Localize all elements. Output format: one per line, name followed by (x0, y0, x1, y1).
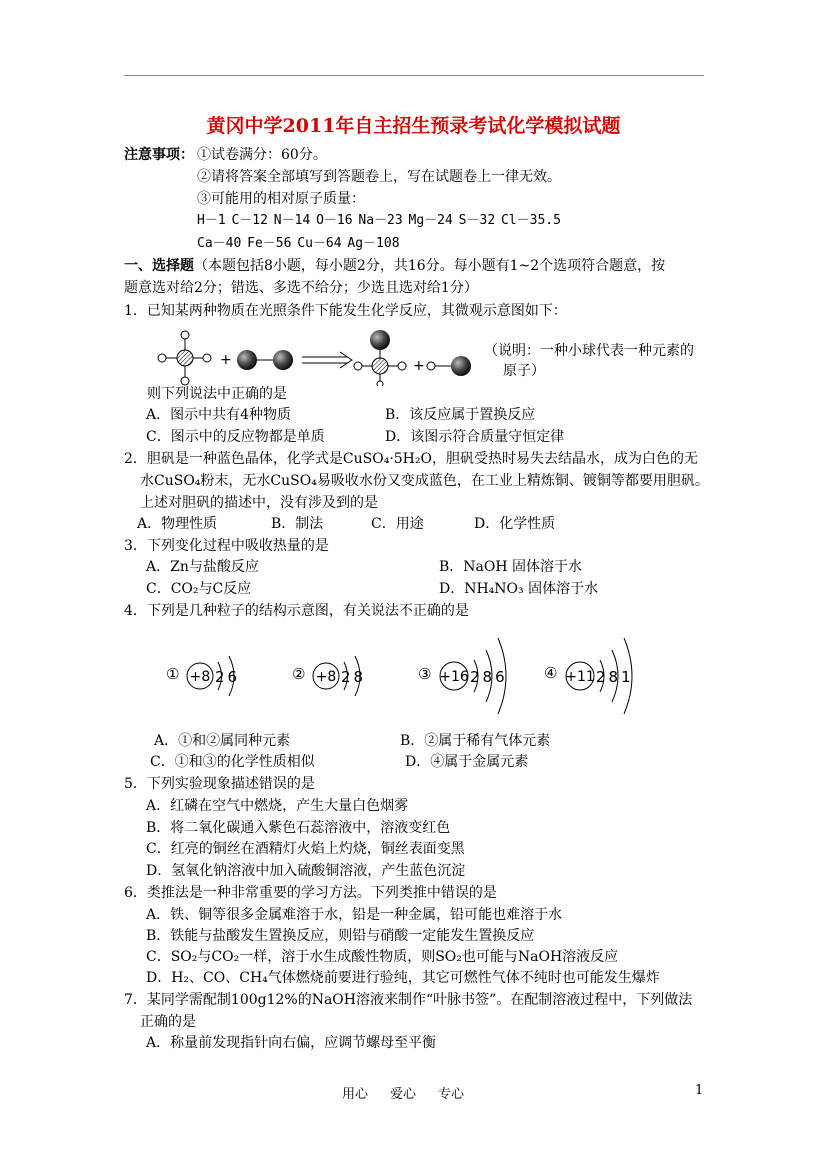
svg-text:+: + (220, 352, 232, 368)
atom-4-shells: 281 (596, 668, 634, 686)
q5-option-b: B．将二氧化碳通入紫色石蕊溶液中，溶液变红色 (146, 820, 451, 836)
q3-option-d: D．NH₄NO₃ 固体溶于水 (439, 581, 599, 597)
atom-4-nucleus: +11 (565, 669, 595, 685)
atom-diagram-1 (160, 642, 250, 712)
atom-diagram-4 (540, 630, 652, 724)
reaction-arrow (302, 352, 352, 368)
atom-diagram-2 (286, 642, 376, 712)
q1-note-2: 原子） (503, 363, 545, 379)
q3-option-a: A．Zn与盐酸反应 (146, 559, 259, 575)
q6-stem: 6．类推法是一种非常重要的学习方法。下列类推中错误的是 (124, 885, 497, 901)
q4-option-a: A．①和②属同种元素 (154, 733, 291, 749)
q1-stem: 1．已知某两种物质在光照条件下能发生化学反应，其微观示意图如下： (124, 303, 567, 319)
q2-option-a: A．物理性质 (137, 516, 218, 532)
footer-word-3: 专心 (438, 1087, 465, 1102)
q2-option-c: C．用途 (371, 516, 424, 532)
q6-option-d: D．H₂、CO、CH₄气体燃烧前要进行验纯，其它可燃性气体不纯时也可能发生爆炸 (146, 970, 660, 986)
molecule-reactant-2 (237, 350, 293, 370)
section-description-1: （本题包括8小题，每小题2分，共16分。每小题有1~2个选项符合题意，按 (194, 258, 666, 274)
page-title: 黄冈中学2011年自主招生预录考试化学模拟试题 (206, 115, 621, 137)
atom-1-nucleus: +8 (189, 669, 211, 685)
note-2: ②请将答案全部填写到答题卷上，写在试题卷上一律无效。 (197, 169, 561, 185)
q4-option-d: D．④属于金属元素 (405, 754, 529, 770)
q5-option-d: D．氢氧化钠溶液中加入硫酸铜溶液，产生蓝色沉淀 (146, 863, 466, 879)
atom-4-mark: ④ (544, 664, 558, 682)
note-3: ③可能用的相对原子质量： (197, 191, 365, 207)
q7-line-1: 7．某同学需配制100g12%的NaOH溶液来制作“叶脉书签”。在配制溶液过程中，下列做法 (124, 992, 693, 1008)
q1-option-c: C．图示中的反应物都是单质 (146, 429, 325, 445)
section-description-2: 题意选对给2分；错选、多选不给分；少选且选对给1分） (124, 280, 478, 296)
molecule-product-2 (427, 356, 471, 376)
q1-note-1: （说明：一种小球代表一种元素的 (484, 343, 694, 359)
q4-option-c: C．①和③的化学性质相似 (150, 754, 315, 770)
reaction-diagram (150, 326, 480, 386)
q7-option-a: A．称量前发现指针向右偏，应调节螺母至平衡 (146, 1035, 437, 1051)
q4-option-b: B．②属于稀有气体元素 (400, 733, 551, 749)
q7-line-2: 正确的是 (140, 1014, 196, 1030)
q2-option-b: B．制法 (271, 516, 324, 532)
atom-1-shells: 26 (215, 668, 241, 686)
notes-label: 注意事项： (124, 147, 194, 163)
atom-2-nucleus: +8 (315, 669, 337, 685)
q6-option-b: B．铁能与盐酸发生置换反应，则铅与硝酸一定能发生置换反应 (146, 928, 535, 944)
molecule-product-1 (354, 330, 406, 386)
q1-option-a: A．图示中共有4种物质 (146, 407, 292, 423)
atom-1-mark: ① (166, 665, 180, 683)
q1-ask: 则下列说法中正确的是 (147, 386, 287, 402)
q2-line-2: 水CuSO₄粉末，无水CuSO₄易吸收水份又变成蓝色，在工业上精炼铜、镀铜等都要用胆矾。 (140, 473, 709, 489)
q1-option-d: D．该图示符合质量守恒定律 (385, 429, 565, 445)
q6-option-c: C．SO₂与CO₂一样，溶于水生成酸性物质，则SO₂也可能与NaOH溶液反应 (146, 949, 619, 965)
q6-option-a: A．铁、铜等很多金属难溶于水，铅是一种金属，铅可能也难溶于水 (146, 907, 563, 923)
q5-stem: 5．下列实验现象描述错误的是 (124, 776, 315, 792)
q2-line-3: 上述对胆矾的描述中，没有涉及到的是 (140, 495, 378, 511)
q2-option-d: D．化学性质 (474, 516, 556, 532)
svg-text:+: + (413, 358, 425, 374)
atom-diagram-3 (414, 628, 526, 724)
q3-option-b: B．NaOH 固体溶于水 (439, 559, 583, 575)
atomic-masses-1: H－1 C－12 N－14 O－16 Na－23 Mg－24 S－32 Cl－35.5 (197, 213, 561, 228)
q3-option-c: C．CO₂与C反应 (146, 581, 252, 597)
footer-word-2: 爱心 (390, 1087, 417, 1102)
q3-stem: 3．下列变化过程中吸收热量的是 (124, 538, 329, 554)
atom-2-shells: 28 (341, 668, 367, 686)
section-heading: 一、选择题 (124, 258, 194, 274)
molecule-reactant-1 (158, 331, 211, 385)
atom-2-mark: ② (292, 665, 306, 683)
header-rule (124, 75, 704, 76)
note-1: ①试卷满分：60分。 (197, 147, 327, 163)
atom-3-mark: ③ (418, 665, 432, 683)
q5-option-a: A．红磷在空气中燃烧，产生大量白色烟雾 (146, 798, 409, 814)
page-number: 1 (695, 1083, 704, 1098)
atomic-masses-2: Ca－40 Fe－56 Cu－64 Ag－108 (197, 236, 400, 251)
atom-3-shells: 286 (470, 668, 508, 686)
q4-stem: 4．下列是几种粒子的结构示意图，有关说法不正确的是 (124, 603, 469, 619)
q2-line-1: 2．胆矾是一种蓝色晶体，化学式是CuSO₄·5H₂O，胆矾受热时易失去结晶水，成为白色的无 (124, 451, 698, 467)
footer-word-1: 用心 (342, 1087, 369, 1102)
q5-option-c: C．红亮的铜丝在酒精灯火焰上灼烧，铜丝表面变黑 (146, 841, 465, 857)
atom-3-nucleus: +16 (439, 669, 469, 685)
q1-option-b: B．该反应属于置换反应 (385, 407, 536, 423)
page-footer (342, 1083, 486, 1102)
